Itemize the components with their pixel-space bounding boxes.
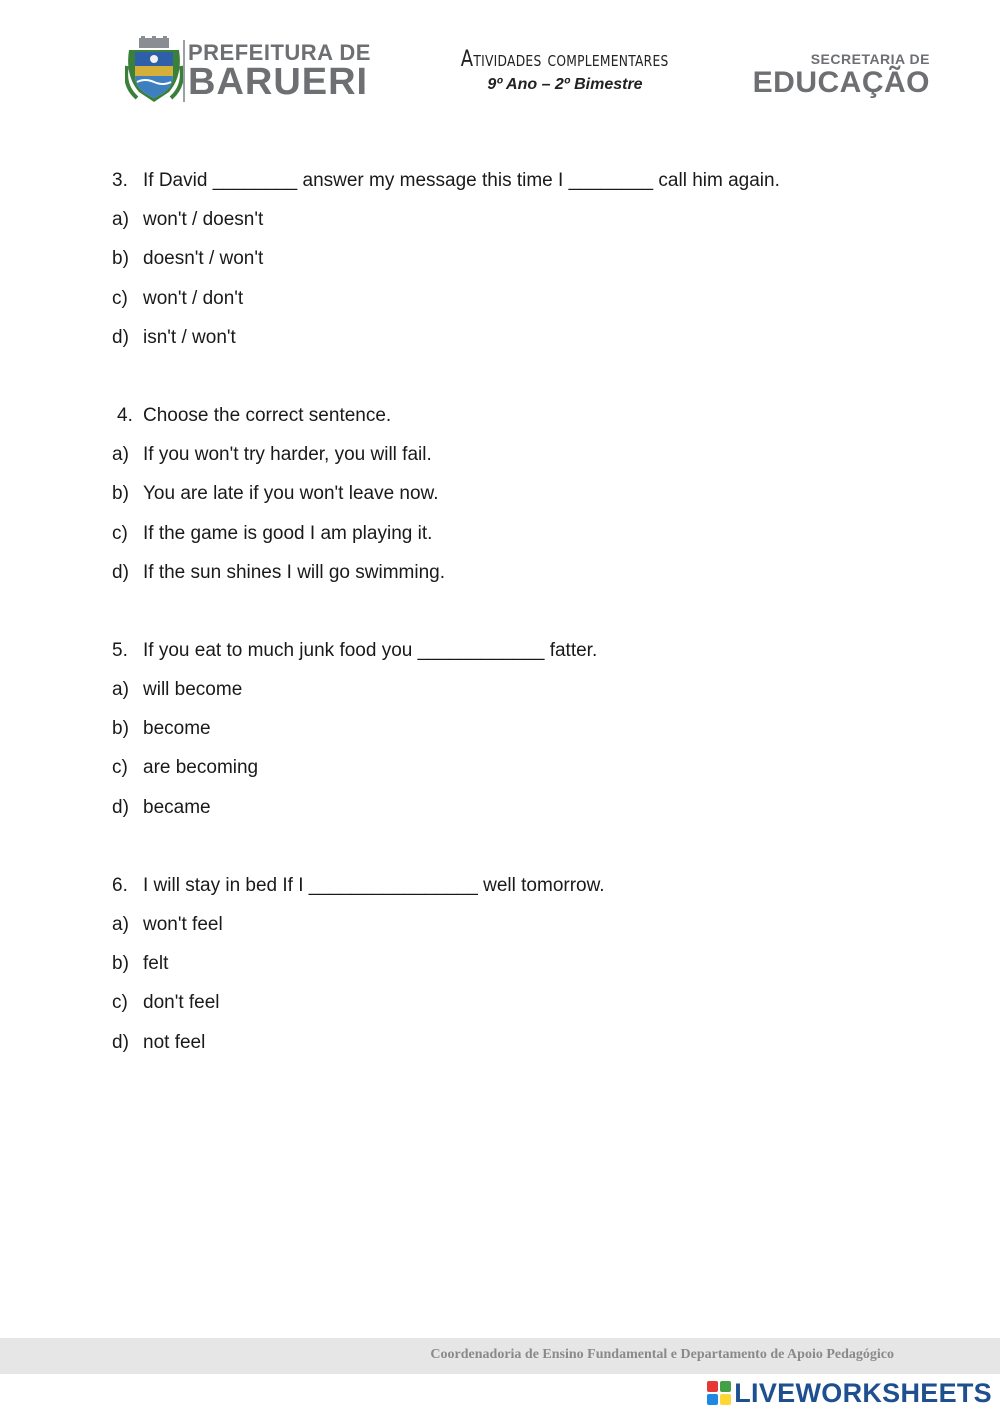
option-text: don't feel bbox=[143, 992, 220, 1014]
answer-option[interactable] bbox=[112, 286, 912, 325]
option-letter: d) bbox=[112, 796, 129, 818]
question-text-line bbox=[112, 873, 912, 912]
prefeitura-line2: BARUERI bbox=[188, 61, 369, 103]
answer-option[interactable] bbox=[112, 795, 912, 834]
question-number: 4. bbox=[117, 404, 133, 426]
question-3 bbox=[112, 168, 912, 364]
secretaria-logo-text bbox=[753, 52, 930, 98]
option-text: If the sun shines I will go swimming. bbox=[143, 561, 446, 583]
worksheet-questions bbox=[112, 168, 912, 1108]
prefeitura-line1: PREFEITURA DE bbox=[188, 40, 371, 65]
option-letter: b) bbox=[112, 483, 129, 505]
answer-option[interactable] bbox=[112, 481, 912, 520]
answer-option[interactable] bbox=[112, 912, 912, 951]
question-5 bbox=[112, 638, 912, 834]
option-text: will become bbox=[143, 679, 243, 701]
prefeitura-logo-text bbox=[188, 42, 371, 101]
secretaria-line2: EDUCAÇÃO bbox=[752, 66, 930, 99]
option-letter: c) bbox=[112, 757, 128, 779]
option-letter: a) bbox=[112, 914, 129, 935]
option-text: become bbox=[143, 718, 211, 740]
answer-option[interactable] bbox=[112, 677, 912, 716]
option-text: isn't / won't bbox=[143, 326, 236, 348]
activity-title: Atividades complementares bbox=[461, 47, 669, 72]
answer-option[interactable] bbox=[112, 246, 912, 285]
option-text: If the game is good I am playing it. bbox=[143, 522, 433, 544]
option-letter: a) bbox=[112, 444, 129, 466]
option-letter: b) bbox=[112, 718, 129, 740]
option-text: If you won't try harder, you will fail. bbox=[143, 444, 432, 466]
option-letter: c) bbox=[112, 522, 128, 544]
answer-option[interactable] bbox=[112, 442, 912, 481]
document-title-block bbox=[400, 48, 730, 94]
question-text: If David ________ answer my message this time I ________ call him again. bbox=[143, 170, 780, 191]
question-text: If you eat to much junk food you ____________ fatter. bbox=[143, 639, 598, 661]
question-text: Choose the correct sentence. bbox=[143, 404, 392, 426]
question-text-line bbox=[112, 638, 912, 677]
answer-option[interactable] bbox=[112, 521, 912, 560]
liveworksheets-logo[interactable] bbox=[707, 1378, 992, 1408]
answer-option[interactable] bbox=[112, 207, 912, 246]
question-number: 3. bbox=[112, 170, 128, 191]
option-text: won't / doesn't bbox=[143, 209, 264, 231]
secretaria-line1: SECRETARIA DE bbox=[810, 51, 930, 67]
answer-option[interactable] bbox=[112, 755, 912, 794]
question-text-line bbox=[112, 403, 912, 442]
option-letter: c) bbox=[112, 992, 128, 1014]
question-6 bbox=[112, 873, 912, 1069]
option-text: doesn't / won't bbox=[143, 248, 264, 270]
footer-text: Coordenadoria de Ensino Fundamental e Departamento de Apoio Pedagógico bbox=[430, 1347, 894, 1362]
barueri-crest-icon bbox=[125, 36, 183, 104]
page-header bbox=[0, 0, 1000, 130]
option-text: You are late if you won't leave now. bbox=[143, 483, 439, 505]
option-text: won't / don't bbox=[143, 287, 244, 309]
option-text: felt bbox=[143, 953, 169, 975]
option-text: became bbox=[143, 796, 211, 818]
question-text: I will stay in bed If I ________________ well tomorrow. bbox=[143, 874, 605, 896]
answer-option[interactable] bbox=[112, 560, 912, 599]
question-number: 6. bbox=[112, 874, 128, 896]
liveworksheets-grid-icon bbox=[707, 1381, 731, 1405]
answer-option[interactable] bbox=[112, 716, 912, 755]
option-letter: b) bbox=[112, 953, 129, 975]
option-text: won't feel bbox=[143, 914, 223, 935]
option-letter: a) bbox=[112, 209, 129, 231]
page-footer bbox=[0, 1338, 1000, 1374]
option-letter: a) bbox=[112, 679, 129, 701]
option-letter: b) bbox=[112, 248, 129, 270]
option-text: are becoming bbox=[143, 757, 259, 779]
answer-option[interactable] bbox=[112, 325, 912, 364]
question-4 bbox=[112, 403, 912, 599]
option-letter: c) bbox=[112, 287, 128, 309]
activity-subtitle: 9º Ano – 2º Bimestre bbox=[487, 76, 643, 94]
answer-option[interactable] bbox=[112, 1030, 912, 1069]
option-text: not feel bbox=[143, 1031, 206, 1053]
question-text-line bbox=[112, 168, 912, 207]
option-letter: d) bbox=[112, 1031, 129, 1053]
header-divider bbox=[183, 40, 185, 102]
option-letter: d) bbox=[112, 326, 129, 348]
option-letter: d) bbox=[112, 561, 129, 583]
answer-option[interactable] bbox=[112, 990, 912, 1029]
liveworksheets-brand: LIVEWORKSHEETS bbox=[734, 1377, 992, 1408]
question-number: 5. bbox=[112, 639, 128, 661]
answer-option[interactable] bbox=[112, 951, 912, 990]
